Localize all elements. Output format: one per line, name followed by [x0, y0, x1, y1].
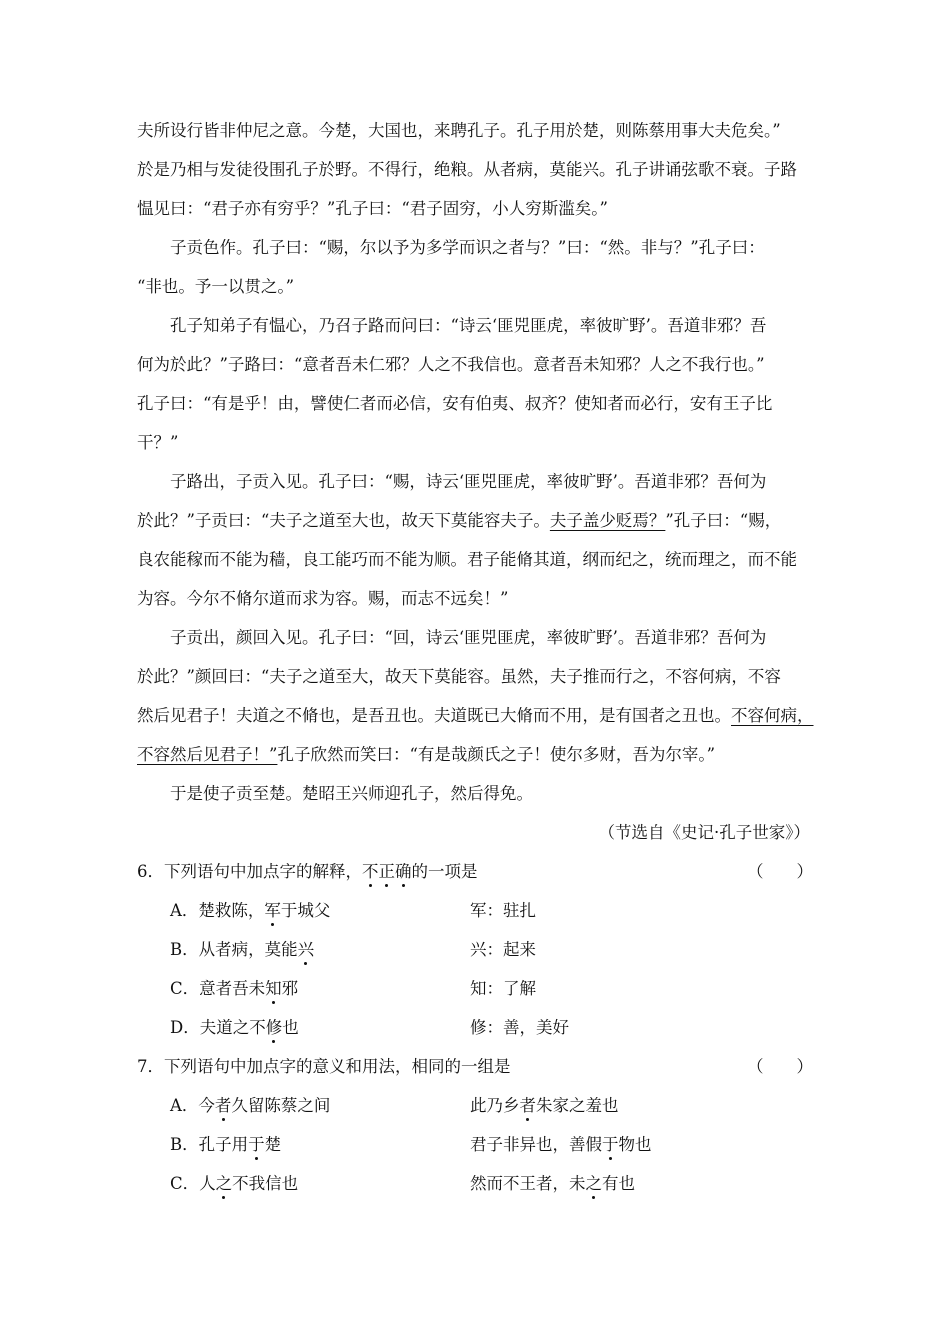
dotted-char: 之 [215, 1174, 233, 1193]
passage-line: 孔子曰：“有是乎！由，譬使仁者而必信，安有伯夷、叔齐？使知者而必行，安有王子比 [137, 394, 773, 413]
passage-line: 子贡出，颜回入见。孔子曰：“回，诗云‘匪兕匪虎，率彼旷野’。吾道非邪？吾何为 [170, 628, 767, 647]
source-citation: （节选自《史记·孔子世家》） [598, 823, 810, 842]
option-text: 于城父 [280, 901, 331, 920]
dotted-char: 于 [602, 1135, 619, 1154]
dotted-char: 之 [585, 1174, 602, 1193]
option-d[interactable] [170, 1017, 299, 1039]
passage-line: 愠见曰：“君子亦有穷乎？”孔子曰：“君子固穷，小人穷斯滥矣。” [137, 199, 608, 218]
option-gloss: 知：了解 [470, 979, 536, 998]
answer-blank[interactable]: （ ） [747, 862, 813, 881]
option-gloss: 军：驻扎 [470, 901, 536, 920]
option-text: A．今 [170, 1096, 215, 1115]
passage-line: 良农能稼而不能为穑，良工能巧而不能为顺。君子能脩其道，纲而纪之，统而理之，而不能 [137, 550, 797, 569]
dotted-char: 军 [264, 901, 281, 920]
dotted-char: 于 [248, 1135, 265, 1154]
option-text: 楚 [264, 1135, 282, 1154]
passage-line: 为容。今尔不脩尔道而求为容。赐，而志不远矣！” [137, 589, 509, 608]
option-text: 也 [282, 1018, 299, 1037]
option-text: 邪 [281, 979, 299, 998]
passage-line [137, 705, 837, 727]
underlined-sentence: 不容然后见君子！” [137, 745, 278, 764]
dotted-char: 确 [395, 862, 412, 881]
option-text: 久留陈蔡之间 [231, 1096, 331, 1115]
option-c[interactable] [170, 1173, 298, 1195]
dotted-char: 者 [214, 1096, 232, 1115]
passage-line: 於此？”颜回曰：“夫子之道至大，故天下莫能容。虽然，夫子推而行之，不容何病，不容 [137, 667, 781, 686]
stem-text: 的一项是 [411, 862, 478, 881]
option-gloss: 修：善，美好 [470, 1018, 569, 1037]
passage-line: 於是乃相与发徒役围孔子於野。不得行，绝粮。从者病，莫能兴。孔子讲诵弦歌不衰。子路 [137, 160, 797, 179]
option-text: 然而不王者，未 [470, 1174, 586, 1193]
option-text: B．孔子用 [170, 1135, 249, 1154]
passage-line [137, 744, 837, 766]
option-text: A．楚救陈， [170, 901, 265, 920]
option-a[interactable] [170, 1095, 330, 1117]
passage-line: 子路出，子贡入见。孔子曰：“赐，诗云‘匪兕匪虎，率彼旷野’。吾道非邪？吾何为 [170, 472, 767, 491]
answer-blank[interactable]: （ ） [747, 1057, 813, 1076]
dotted-char: 修 [265, 1018, 283, 1037]
stem-text: 6．下列语句中加点字的解释， [137, 862, 362, 881]
option-text: C．意者吾未 [170, 979, 266, 998]
question-6-stem [137, 861, 837, 883]
passage-line: 干？” [137, 433, 179, 452]
underlined-sentence: 不容何病， [731, 706, 814, 725]
underlined-sentence: 夫子盖少贬焉？ [549, 511, 666, 530]
passage-text: 於此？”子贡曰：“夫子之道至大也，故天下莫能容夫子。 [137, 511, 550, 530]
option-text: 物也 [618, 1135, 652, 1154]
option-pair-text [470, 1173, 635, 1195]
passage-text: 孔子欣然而笑曰：“有是哉颜氏之子！使尔多财，吾为尔宰。” [277, 745, 716, 764]
passage-text: 然后见君子！夫道之不脩也，是吾丑也。夫道既已大脩而不用，是有国者之丑也。 [137, 706, 731, 725]
option-text: 有也 [602, 1174, 635, 1193]
option-a[interactable] [170, 900, 330, 922]
passage-text: ”孔子曰：“赐， [665, 511, 782, 530]
option-text: 朱家之羞也 [536, 1096, 619, 1115]
dotted-char: 正 [378, 862, 395, 881]
question-7-stem: 7．下列语句中加点字的意义和用法，相同的一组是 [137, 1057, 511, 1076]
option-text: 不我信也 [232, 1174, 299, 1193]
option-pair-text [470, 1095, 619, 1117]
passage-line: 孔子知弟子有愠心，乃召子路而问曰：“诗云‘匪兕匪虎，率彼旷野’。吾道非邪？吾 [170, 316, 767, 335]
option-text: C．人 [170, 1174, 216, 1193]
option-b[interactable] [170, 1134, 281, 1156]
dotted-char: 者 [519, 1096, 536, 1115]
option-gloss: 兴：起来 [470, 940, 536, 959]
dotted-char: 不 [362, 862, 379, 881]
passage-line: 何为於此？”子路曰：“意者吾未仁邪？人之不我信也。意者吾未知邪？人之不我行也。” [137, 355, 765, 374]
option-text: D．夫道之不 [170, 1018, 266, 1037]
dotted-char: 兴 [297, 940, 315, 959]
passage-line: 子贡色作。孔子曰：“赐，尔以予为多学而识之者与？”曰：“然。非与？”孔子曰： [170, 238, 765, 257]
passage-line: 夫所设行皆非仲尼之意。今楚，大国也，来聘孔子。孔子用於楚，则陈蔡用事大夫危矣。” [137, 121, 781, 140]
passage-line: 于是使子贡至楚。楚昭王兴师迎孔子，然后得免。 [170, 784, 533, 803]
dotted-char: 知 [265, 979, 282, 998]
passage-line [137, 510, 837, 532]
option-text: 此乃乡 [470, 1096, 520, 1115]
option-text: 君子非异也，善假 [470, 1135, 602, 1154]
option-c[interactable] [170, 978, 298, 1000]
option-b[interactable] [170, 939, 314, 961]
passage-line: “非也。予一以贯之。” [137, 277, 295, 296]
option-pair-text [470, 1134, 652, 1156]
option-text: B．从者病，莫能 [170, 940, 298, 959]
